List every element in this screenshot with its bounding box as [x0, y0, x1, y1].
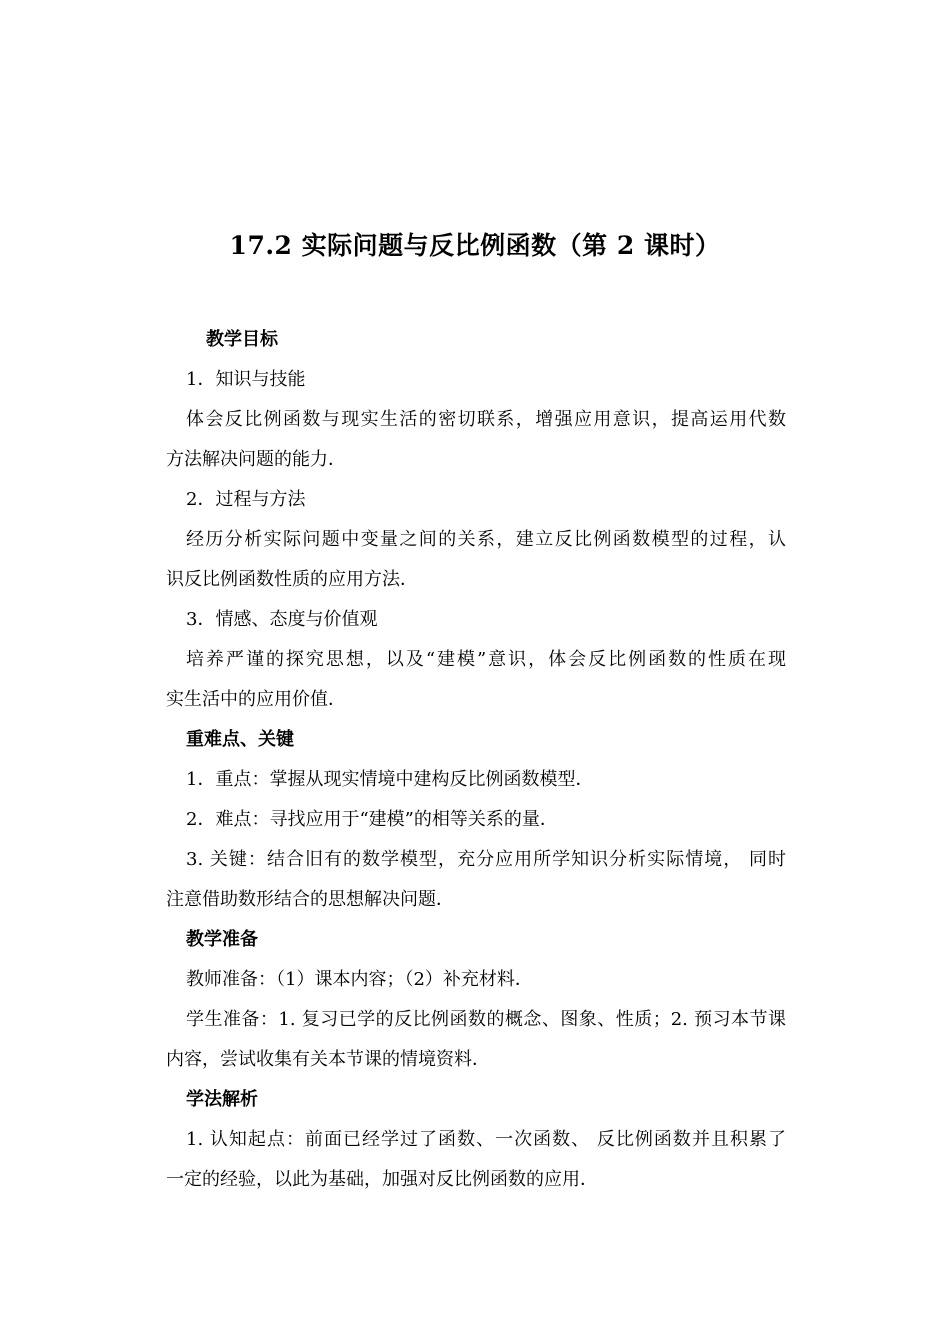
paragraph-line: 1．重点：掌握从现实情境中建构反比例函数模型．	[186, 769, 594, 790]
paragraph-line: 实生活中的应用价值．	[166, 689, 346, 710]
paragraph-line: 教师准备：（1）课本内容；（2）补充材料．	[186, 969, 533, 990]
document-title: 17.2 实际问题与反比例函数（第 2 课时）	[229, 231, 721, 260]
paragraph-line: 体会反比例函数与现实生活的密切联系，增强应用意识，提高运用代数	[186, 409, 786, 430]
section-heading: 教学准备	[186, 929, 258, 950]
paragraph-line: 内容，尝试收集有关本节课的情境资料．	[166, 1049, 490, 1070]
paragraph-line: 2．过程与方法	[186, 489, 306, 510]
section-heading: 重难点、关键	[186, 729, 294, 750]
paragraph-line: 学生准备：1. 复习已学的反比例函数的概念、图象、性质；2. 预习本节课	[186, 1009, 786, 1030]
paragraph-line: 方法解决问题的能力．	[166, 449, 346, 470]
paragraph-line: 培养严谨的探究思想，以及“建模”意识，体会反比例函数的性质在现	[186, 649, 786, 670]
paragraph-line: 3. 关键：结合旧有的数学模型，充分应用所学知识分析实际情境， 同时	[186, 849, 786, 870]
paragraph-line: 3．情感、态度与价值观	[186, 609, 378, 630]
paragraph-line: 识反比例函数性质的应用方法．	[166, 569, 418, 590]
paragraph-line: 1. 认知起点：前面已经学过了函数、一次函数、 反比例函数并且积累了	[186, 1129, 786, 1150]
document-body	[166, 320, 786, 1200]
paragraph-line: 注意借助数形结合的思想解决问题．	[166, 889, 454, 910]
paragraph-line: 经历分析实际问题中变量之间的关系，建立反比例函数模型的过程，认	[186, 529, 786, 550]
paragraph-line: 2．难点：寻找应用于“建模”的相等关系的量．	[186, 809, 558, 830]
paragraph-line: 1．知识与技能	[186, 369, 306, 390]
paragraph-line: 一定的经验，以此为基础，加强对反比例函数的应用．	[166, 1169, 598, 1190]
section-heading: 教学目标	[206, 329, 278, 350]
section-heading: 学法解析	[186, 1089, 258, 1110]
